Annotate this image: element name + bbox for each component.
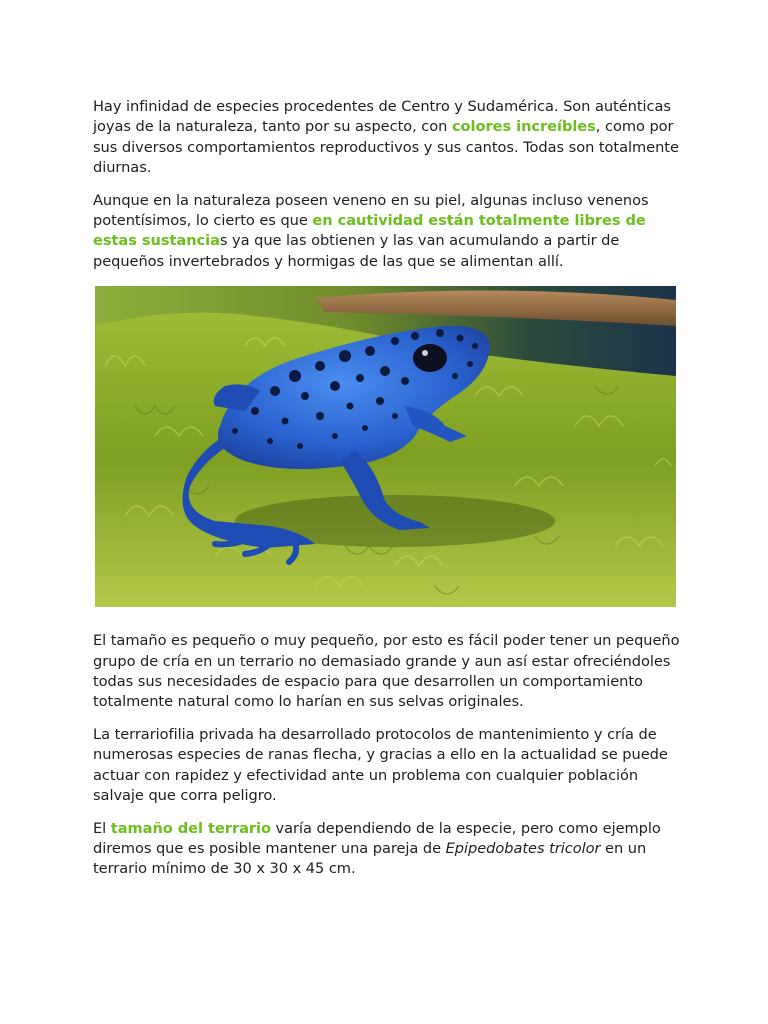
paragraph-1: Hay infinidad de especies procedentes de Centro y Sudamérica. Son auténticas joyas de la naturaleza, tanto por su aspecto, con colores increíbles, como por sus diversos comportamientos reproductivos y sus cantos. Todas son totalmente diurnas. bbox=[93, 98, 679, 177]
species-name: Epipedobates tricolor bbox=[445, 839, 601, 857]
paragraph-3: El tamaño es pequeño o muy pequeño, por esto es fácil poder tener un pequeño grupo de cría en un terrario no demasiado grande y aun así estar ofreciéndoles todas sus necesidades de espacio para que desarrollen un comportamiento totalmente natural como lo harían en sus selvas originales. bbox=[93, 632, 680, 711]
paragraph-4: La terrariofilia privada ha desarrollado protocolos de mantenimiento y cría de numerosas especies de ranas flecha, y gracias a ello en la actualidad se puede actuar con rapidez y efectividad ante un problema con cualquier población salvaje que corra peligro. bbox=[93, 725, 668, 805]
blue-poison-frog-photo bbox=[95, 286, 676, 607]
highlight-cautividad: en cautividad están totalmente libres de estas sustancia bbox=[93, 212, 646, 250]
frog-on-moss-illustration bbox=[95, 286, 676, 607]
paragraph-2: Aunque en la naturaleza poseen veneno en su piel, algunas incluso venenos potentísimos, lo cierto es que en cautividad están totalmente libres de estas sustancias ya que las obtienen y las van acumulando a partir de pequeños invertebrados y hormigas de las que se alimentan allí. bbox=[93, 191, 649, 270]
frog-eye-highlight bbox=[422, 350, 428, 356]
highlight-tamano-terrario: tamaño del terrario bbox=[110, 819, 271, 837]
highlight-colores: colores increíbles bbox=[451, 118, 596, 136]
frog-eye bbox=[413, 344, 447, 372]
article-body bbox=[93, 97, 683, 892]
paragraph-5: El tamaño del terrario varía dependiendo de la especie, pero como ejemplo diremos que es posible mantener una pareja de Epipedobates tricolor en un terrario mínimo de 30 x 30 x 45 cm. bbox=[93, 819, 661, 878]
